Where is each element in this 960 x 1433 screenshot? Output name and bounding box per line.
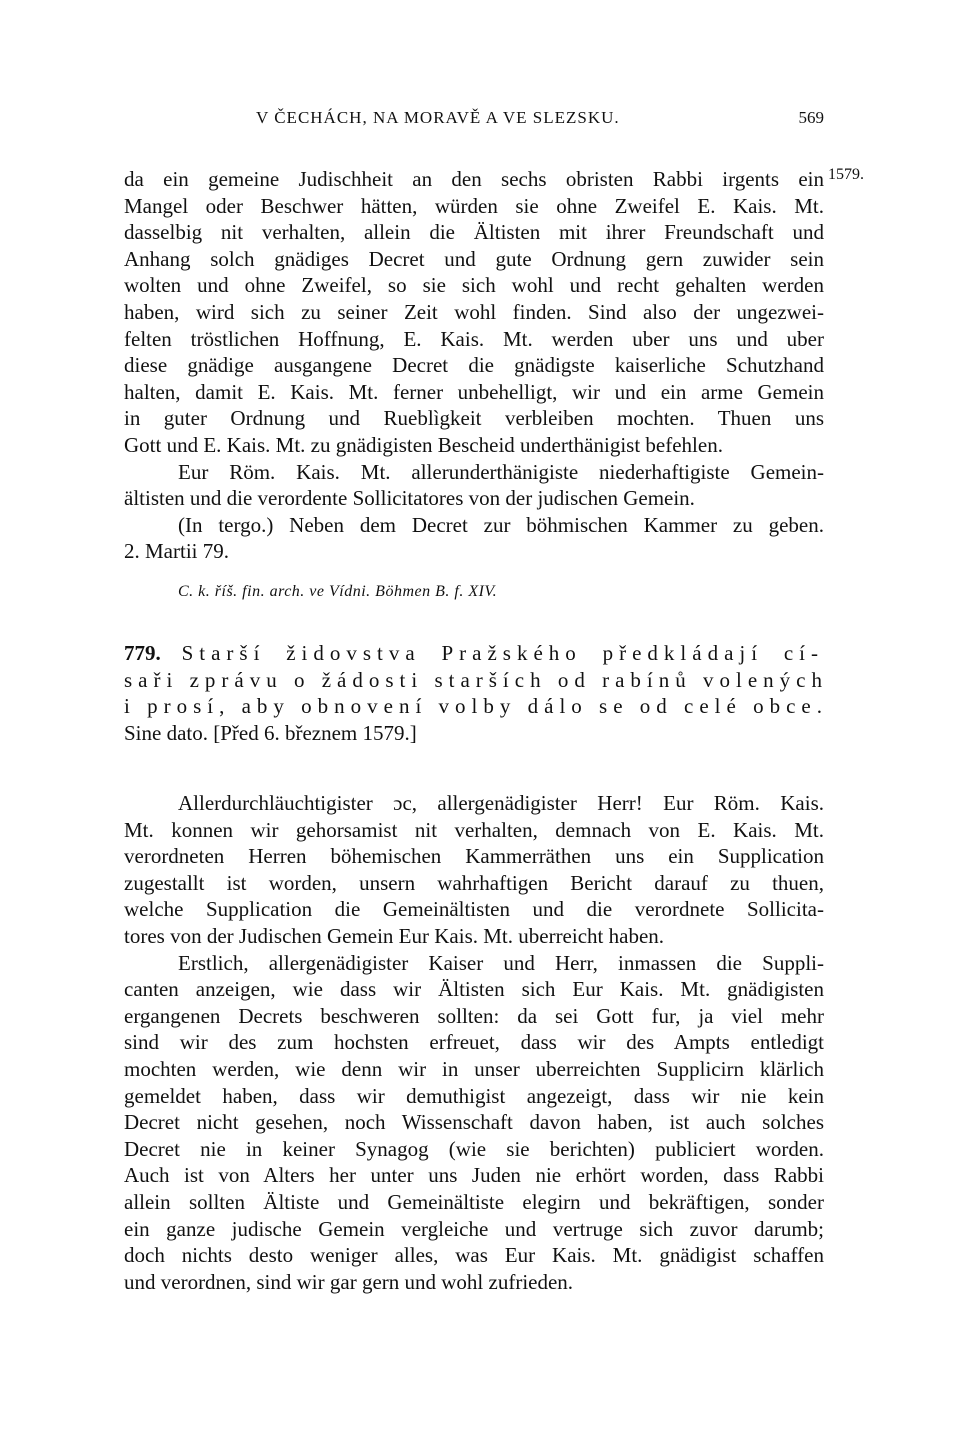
text-line: Auch ist von Alters her unter uns Juden nie erhört worden, dass Rabbi [124,1163,824,1188]
text-line: Decret nie in keiner Synagog (wie sie berichten) publiciert worden. [124,1136,824,1161]
text-line: canten anzeigen, wie dass wir Ältisten sich Eur Kais. Mt. gnädigisten [124,977,824,1002]
text-line: felten tröstlichen Hoffnung, E. Kais. Mt. werden uber uns und uber [124,326,824,351]
text-line: wolten und ohne Zweifel, so sie sich wohl und recht gehalten werden [124,273,824,298]
heading-text: Starší židovstva Pražského předkládají cí- [181,641,825,665]
text-line: doch nichts desto weniger alles, was Eur Kais. Mt. gnädigist schaffen [124,1243,824,1268]
text-line: da ein gemeine Judischheit an den sechs obristen Rabbi irgents ein [124,167,824,191]
date-line: 2. Martii 79. [124,539,229,564]
text-line: in guter Ordnung und Rueblìgkeit verbleiben mochten. Thuen uns [124,406,824,431]
text-line: gemeldet haben, dass wir demuthigist angezeigt, dass wir nie kein [124,1083,824,1108]
source-citation: C. k. říš. fin. arch. ve Vídni. Böhmen B. f. XIV. [178,583,498,600]
heading-line: i prosí, aby obnovení volby dálo se od celé obce. [124,694,828,719]
page-number: 569 [798,108,824,127]
text-line: welche Supplication die Gemeinältisten und die verordnete Sollicita- [124,897,824,922]
signature-line: Eur Röm. Kais. Mt. allerunderthänigiste niederhaftigiste Gemein- [178,459,824,484]
running-title: V ČECHÁCH, NA MORAVĚ A VE SLEZSKU. [256,108,620,127]
margin-year-note: 1579. [828,166,864,183]
heading-line: saři zprávu o žádosti starších od rabínů volených [124,667,828,692]
text-line: diese gnädige ausgangene Decret die gnädigste kaiserliche Schutzhand [124,353,824,378]
signature-line: ältisten und die verordente Sollicitatores von der judischen Gemein. [124,486,695,511]
text-line: Erstlich, allergenädigister Kaiser und Herr, inmassen die Suppli- [178,950,824,975]
text-line: mochten werden, wie denn wir in unser uberreichten Supplicirn klärlich [124,1056,824,1081]
text-line: dasselbig nit verhalten, allein die Ältisten mit ihrer Freundschaft und [124,220,824,245]
text-line: Gott und E. Kais. Mt. zu gnädigisten Bescheid underthänigist befehlen. [124,432,723,457]
text-line: Mangel oder Beschwer hätten, würden sie ohne Zweifel E. Kais. Mt. [124,193,824,218]
text-line: zugestallt ist worden, unsern wahrhaftigen Bericht darauf zu thuen, [124,870,824,895]
text-line: halten, damit E. Kais. Mt. ferner unbehelligt, wir und ein arme Gemein [124,379,824,404]
text-line: tores von der Judischen Gemein Eur Kais. Mt. uberreicht haben. [124,923,665,948]
text-line: ergangenen Decrets beschweren sollten: da sei Gott fur, ja viel mehr [124,1003,824,1028]
text-line: Allerdurchläuchtigister ɔc, allergenädigister Herr! Eur Röm. Kais. [178,791,824,815]
heading-line [124,640,824,667]
text-line: Decret nicht gesehen, noch Wissenschaft davon haben, ist auch solches [124,1110,824,1135]
paragraph-letter-end [124,166,824,565]
text-line: Mt. konnen wir gehorsamist nit verhalten, demnach von E. Kais. Mt. [124,817,824,842]
paragraph-address [124,790,824,1295]
text-line: Anhang solch gnädiges Decret und gute Ordnung gern zuwider sein [124,246,824,271]
endorsement-line: (In tergo.) Neben dem Decret zur böhmischen Kammer zu geben. [178,512,824,537]
text-line: und verordnen, sind wir gar gern und wohl zufrieden. [124,1269,574,1294]
document-number: 779. [124,641,161,665]
text-line: allein sollten Ältiste und Gemeinältiste elegirn und bekräftigen, sonder [124,1189,824,1214]
text-line: ein ganze judische Gemein vergleiche und vertruge sich zuvor darumb; [124,1216,824,1241]
text-line: haben, wird sich zu seiner Zeit wohl finden. Sind also der ungezwei- [124,299,824,324]
text-line: sind wir des zum hochsten erfreuet, dass wir des Ampts entledigt [124,1030,824,1055]
text-line: verordneten Herren böhemischen Kammerräthen uns ein Supplication [124,844,824,869]
document-heading [124,640,828,746]
dating-line: Sine dato. [Před 6. březnem 1579.] [124,720,417,745]
